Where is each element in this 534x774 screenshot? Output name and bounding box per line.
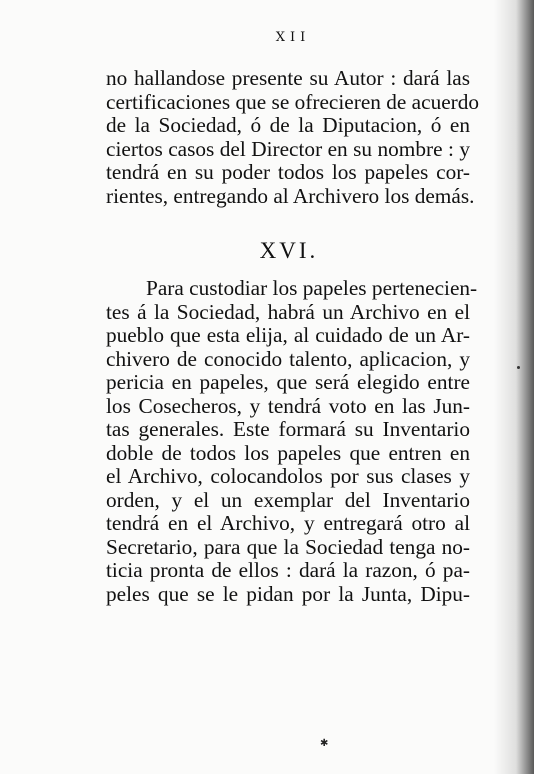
page-number: XII <box>275 30 311 45</box>
text-line: los Cosecheros, y tendrá voto en las Jun- <box>106 393 470 418</box>
text-line: no hallandose presente su Autor : dará las <box>106 66 470 90</box>
text-line: el Archivo, colocandolos por sus clases y <box>106 464 470 488</box>
text-line: orden, y el un exemplar del Inventario <box>106 487 470 512</box>
text-line: Para custodiar los papeles pertenecien- <box>146 276 478 300</box>
text-line: tendrá en su poder todos los papeles cor- <box>106 160 470 184</box>
section-heading: XVI. <box>259 238 319 263</box>
paragraph-xvi <box>106 276 478 606</box>
text-line: doble de todos los papeles que entren en <box>106 440 470 465</box>
text-line: tendrá en el Archivo, y entregará otro al <box>106 511 470 535</box>
paragraph-continued <box>106 66 480 208</box>
ornament-icon: ✱ <box>320 738 329 749</box>
page-edge-shadow <box>494 0 534 774</box>
ink-speck <box>517 366 520 369</box>
text-line: rientes, entregando al Archivero los demás. <box>106 183 475 208</box>
text-line: tas generales. Este formará su Inventario <box>106 417 470 441</box>
text-line: pueblo que esta elija, al cuidado de un Ar- <box>106 323 470 347</box>
text-line: certificaciones que se ofrecieren de acuerdo <box>106 89 480 114</box>
text-line: ticia pronta de ellos : dará la razon, ó pa- <box>106 558 470 582</box>
text-line: chivero de conocido talento, aplicacion, y <box>106 346 470 371</box>
text-line: de la Sociedad, ó de la Diputacion, ó en <box>106 113 470 137</box>
text-line: ciertos casos del Director en su nombre : y <box>106 136 470 161</box>
text-line: Secretario, para que la Sociedad tenga no- <box>106 534 470 559</box>
text-line: tes á la Sociedad, habrá un Archivo en el <box>106 299 470 324</box>
text-line: pericia en papeles, que será elegido entre <box>106 370 470 394</box>
text-line: peles que se le pidan por la Junta, Dipu- <box>106 581 470 606</box>
